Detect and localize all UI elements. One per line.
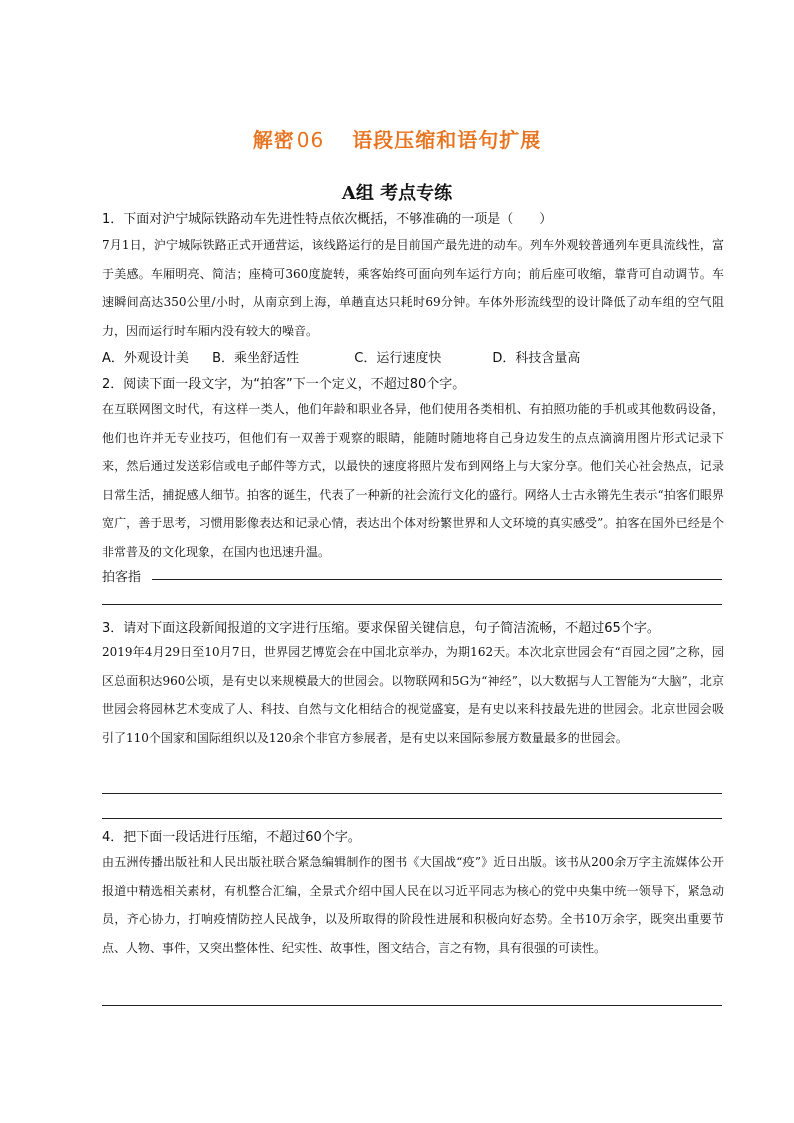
section-subtitle: A组 考点专练: [341, 183, 453, 204]
answer-line[interactable]: [102, 818, 722, 819]
question-3-passage: 2019年4月29日至10月7日，世界园艺博览会在中国北京举办，为期162天。本次北京世园会有“百园之园”之称，园区总面积达960公顷，是有史以来规模最大的世园会。以物联网和5G为“神经”，以大数据与人工智能为“大脑”，北京世园会将园林艺术变成了人、科技、自然与文化相结合的视觉盛宴，是有史以来科技最先进的世园会。北京世园会吸引了110个国家和国际组织以及120余个非官方参展者，是有史以来国际参展方数量最多的世园会。: [102, 645, 724, 745]
question-2-passage: 在互联网图文时代，有这样一类人，他们年龄和职业各异，他们使用各类相机、有拍照功能的手机或其他数码设备，他们也许并无专业技巧，但他们有一双善于观察的眼睛，能随时随地将自己身边发生的点点滴滴用图片形式记录下来，然后通过发送彩信或电子邮件等方式，以最快的速度将照片发布到网络上与大家分享。他们关心社会热点，记录日常生活，捕捉感人细节。拍客的诞生，代表了一种新的社会流行文化的盛行。网络人士古永锵先生表示“拍客们眼界宽广，善于思考，习惯用影像表达和记录心情，表达出个体对纷繁世界和人文环境的真实感受”。拍客在国外已经是个非常普及的文化现象，在国内也迅速升温。: [102, 402, 724, 559]
answer-label-paike: 拍客指: [102, 570, 142, 585]
question-4-prompt: 4．把下面一段话进行压缩，不超过60个字。: [102, 830, 361, 845]
question-2-prompt: 2．阅读下面一段文字，为“拍客”下一个定义，不超过80个字。: [102, 377, 466, 392]
option-c[interactable]: C．运行速度快: [354, 351, 442, 366]
option-d[interactable]: D．科技含量高: [492, 351, 581, 366]
question-1-passage: 7月1日，沪宁城际铁路正式开通营运，该线路运行的是目前国产最先进的动车。列车外观较普通列车更具流线性，富于美感。车厢明亮、简洁；座椅可360度旋转，乘客始终可面向列车运行方向；前后座可收缩，靠背可自动调节。车速瞬间高达350公里/小时，从南京到上海，单趟直达只耗时69分钟。车体外形流线型的设计降低了动车组的空气阻力，因而运行时车厢内没有较大的噪音。: [102, 238, 724, 338]
question-3-prompt: 3．请对下面这段新闻报道的文字进行压缩。要求保留关键信息，句子简洁流畅，不超过65个字。: [102, 621, 660, 636]
page-title: [0, 124, 794, 153]
option-b[interactable]: B．乘坐舒适性: [212, 351, 300, 366]
answer-line[interactable]: [102, 604, 722, 605]
option-a[interactable]: A．外观设计美: [102, 351, 189, 366]
question-1-prompt: 1．下面对沪宁城际铁路动车先进性特点依次概括，不够准确的一项是（ ）: [102, 212, 553, 227]
title-text: 语段压缩和语句扩展: [352, 128, 542, 152]
answer-line[interactable]: [152, 579, 722, 580]
question-4-passage: 由五洲传播出版社和人民出版社联合紧急编辑制作的图书《大国战“疫”》近日出版。该书从200余万字主流媒体公开报道中精选相关素材，有机整合汇编，全景式介绍中国人民在以习近平同志为核心的党中央集中统一领导下，紧急动员，齐心协力，打响疫情防控人民战争，以及所取得的阶段性进展和积极向好态势。全书10万余字，既突出重要节点、人物、事件，又突出整体性、纪实性、故事性，图文结合，言之有物，具有很强的可读性。: [102, 855, 724, 955]
answer-line[interactable]: [102, 1005, 722, 1006]
question-1-options: [102, 347, 722, 366]
answer-line[interactable]: [102, 793, 722, 794]
title-prefix: 解密: [252, 128, 295, 152]
title-number: 06: [296, 128, 325, 152]
